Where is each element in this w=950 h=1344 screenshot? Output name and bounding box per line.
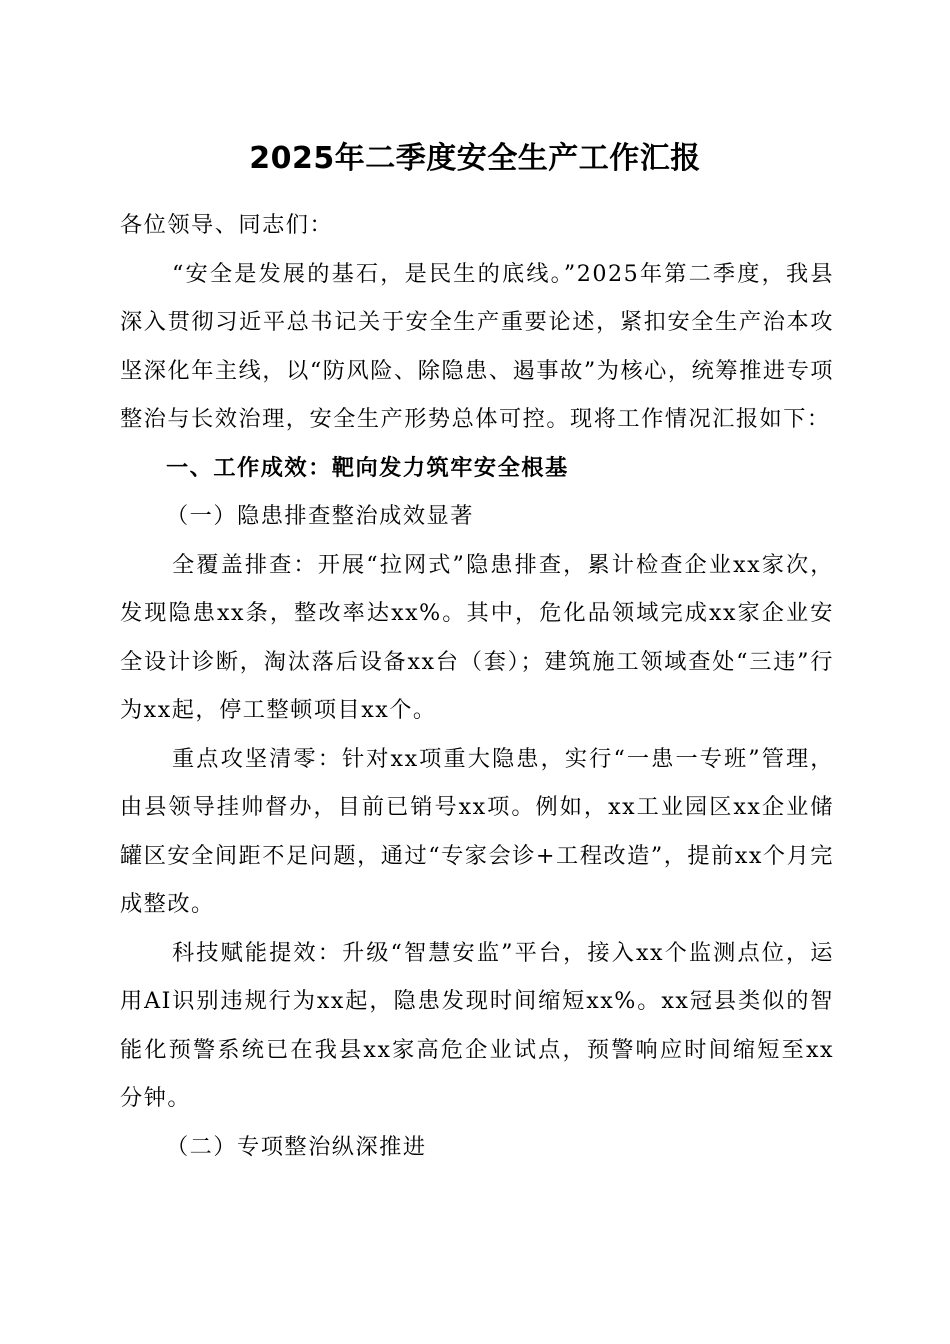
paragraph-full-coverage: 全覆盖排查：开展“拉网式”隐患排查，累计检查企业xx家次，发现隐患xx条，整改率达xx%。其中，危化品领域完成xx家企业安全设计诊断，淘汰落后设备xx台（套）；建筑施工领域查处“三违”行为xx起，停工整顿项目xx个。 (120, 551, 834, 723)
document-body (120, 201, 834, 1171)
salutation: 各位领导、同志们： (120, 212, 334, 238)
intro-paragraph: “安全是发展的基石，是民生的底线。”2025年第二季度，我县深入贯彻习近平总书记关于安全生产重要论述，紧扣安全生产治本攻坚深化年主线，以“防风险、除隐患、遏事故”为核心，统筹推进专项整治与长效治理，安全生产形势总体可控。现将工作情况汇报如下： (120, 260, 834, 432)
subsection-heading-1: （一）隐患排查整治成效显著 (166, 503, 474, 529)
document-title: 2025年二季度安全生产工作汇报 (249, 141, 701, 176)
paragraph-key-tasks: 重点攻坚清零：针对xx项重大隐患，实行“一患一专班”管理，由县领导挂帅督办，目前已销号xx项。例如，xx工业园区xx企业储罐区安全间距不足问题，通过“专家会诊+工程改造”，提前xx个月完成整改。 (120, 745, 834, 917)
subsection-heading-2: （二）专项整治纵深推进 (166, 1133, 427, 1160)
paragraph-tech: 科技赋能提效：升级“智慧安监”平台，接入xx个监测点位，运用AI识别违规行为xx起，隐患发现时间缩短xx%。xx冠县类似的智能化预警系统已在我县xx家高危企业试点，预警响应时间缩短至xx分钟。 (120, 939, 834, 1111)
section-heading-1: 一、工作成效：靶向发力筑牢安全根基 (166, 454, 569, 481)
